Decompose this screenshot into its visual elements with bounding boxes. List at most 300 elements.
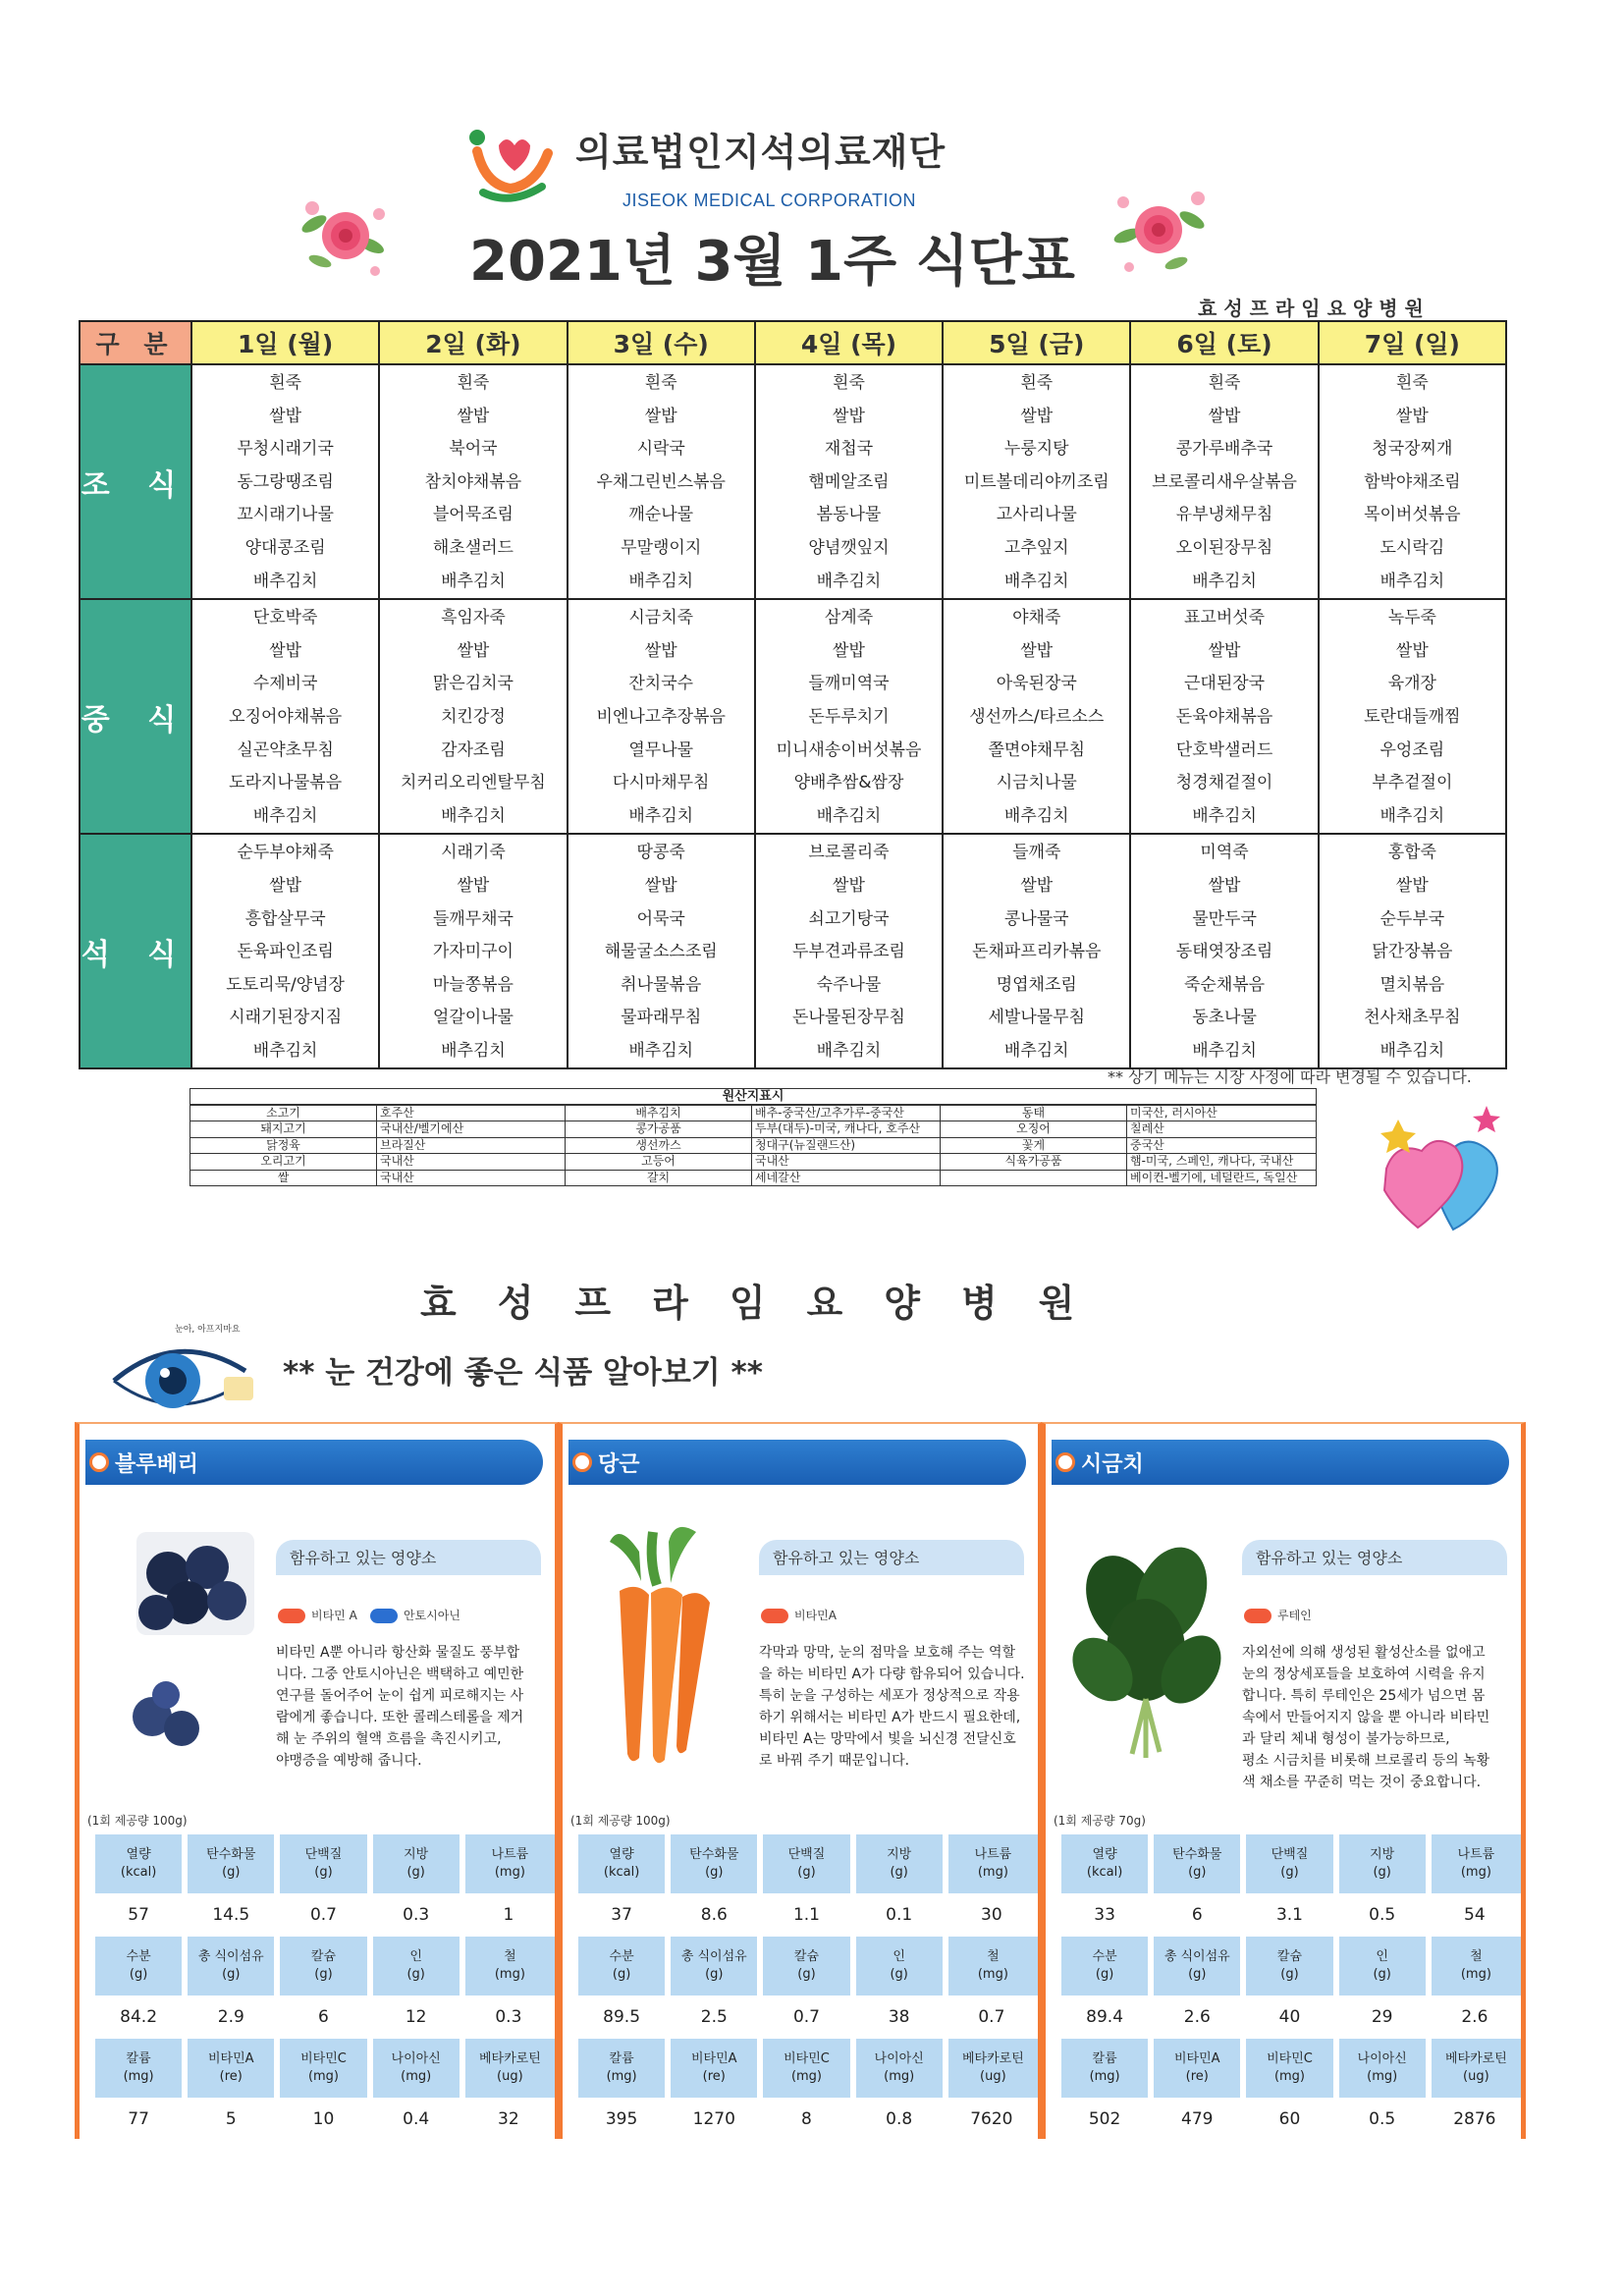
dish-item: 고추잎지 <box>1003 537 1069 558</box>
origin-country: 국내산 <box>752 1154 941 1171</box>
nutrition-header-line: 지방 <box>887 1847 912 1862</box>
nutrition-header-line: 칼슘 <box>310 1949 337 1964</box>
nutrition-header-line: (g) <box>314 1865 333 1880</box>
dish-item: 열무나물 <box>628 739 694 760</box>
nutrition-header-line: 칼슘 <box>1276 1949 1303 1964</box>
dish-item: 돈채파프리카볶음 <box>972 942 1102 962</box>
meal-cell <box>568 834 755 1068</box>
nutrition-value-row <box>575 1995 1038 2039</box>
dish-item: 배추김치 <box>1003 805 1069 826</box>
nutrition-header-line: (mg) <box>606 2069 637 2084</box>
dish-item: 쌀밥 <box>269 640 302 661</box>
meal-cell <box>755 599 943 834</box>
nutrient-box <box>759 1540 1024 1575</box>
nutrition-value: 10 <box>312 2109 335 2129</box>
nutrition-header-line: 베타카로틴 <box>478 2051 541 2066</box>
desc-line: 눈의 정상세포들을 보호하여 시력을 유지 <box>1242 1667 1486 1682</box>
nutrition-value: 0.8 <box>886 2109 913 2129</box>
pill-icon <box>278 1609 305 1623</box>
pill-icon <box>1244 1609 1271 1623</box>
origin-item: 닭정육 <box>190 1137 377 1154</box>
dish-item: 도시락김 <box>1380 537 1445 558</box>
dish-item: 도라지나물볶음 <box>229 773 343 793</box>
nutrition-header-line: (g) <box>1095 1967 1114 1982</box>
dish-item: 양대콩조림 <box>244 537 326 558</box>
nutrition-table <box>89 1834 555 2141</box>
nutrition-value: 6 <box>1191 1905 1203 1925</box>
food-description <box>1242 1642 1509 1793</box>
nutrition-value: 1.1 <box>792 1905 820 1925</box>
dish-item: 배추김치 <box>1003 571 1069 591</box>
nutrition-header <box>1429 2039 1521 2098</box>
nutrition-value-row <box>575 2098 1038 2141</box>
nutrition-header <box>575 2039 668 2098</box>
nutrition-header-line: 베타카로틴 <box>1444 2051 1507 2066</box>
nutrition-header <box>1151 1937 1243 1995</box>
nutrition-header-line: (g) <box>1188 1865 1207 1880</box>
dish-item: 배추김치 <box>441 805 506 826</box>
nutrition-header-line: (mg) <box>401 2069 432 2084</box>
dish-item: 생선까스/타르소스 <box>969 706 1105 727</box>
food-title-bar <box>1052 1440 1509 1485</box>
nutrient-label: 안토시아닌 <box>404 1609 460 1622</box>
dish-item: 가자미구이 <box>432 942 514 962</box>
ring-bullet-icon <box>89 1452 109 1472</box>
nutrition-header-line: (mg) <box>790 2069 822 2084</box>
dish-item: 콩나물국 <box>1003 908 1069 929</box>
dish-item: 취나물볶음 <box>621 974 702 995</box>
nutrition-header <box>462 1834 555 1893</box>
nutrition-header <box>277 1937 369 1995</box>
meal-cell <box>1130 364 1318 599</box>
origin-item: 배추김치 <box>566 1105 752 1121</box>
nutrition-header-line: 열량 <box>609 1847 634 1862</box>
nutrition-value: 6 <box>318 2007 329 2027</box>
nutrition-header-line: (mg) <box>1367 2069 1398 2084</box>
origin-item: 꽃게 <box>941 1137 1127 1154</box>
nutrition-header-line: (g) <box>705 1865 724 1880</box>
day-header: 3일 (수) <box>568 321 755 364</box>
dish-item: 닭간장볶음 <box>1372 942 1453 962</box>
origin-title: 원산지표시 <box>190 1089 1317 1106</box>
nutrition-header <box>185 2039 277 2098</box>
nutrition-value: 0.3 <box>495 2007 522 2027</box>
dish-item: 순두부국 <box>1380 908 1445 929</box>
ring-bullet-icon <box>572 1452 592 1472</box>
food-name: 당근 <box>598 1452 640 1477</box>
dish-item: 쌀밥 <box>833 406 865 426</box>
nutrition-value: 57 <box>128 1905 149 1925</box>
meal-row <box>80 364 1506 599</box>
nutrient-box-title: 함유하고 있는 영양소 <box>773 1549 920 1567</box>
nutrition-header-line: 나이아신 <box>1357 2051 1407 2066</box>
dish-item: 단호박죽 <box>252 608 318 629</box>
nutrition-header-line: 수분 <box>1092 1949 1117 1964</box>
dish-item: 돈나물된장무침 <box>792 1008 905 1028</box>
dish-item: 오이된장무침 <box>1175 537 1273 558</box>
nutrition-header-line: (g) <box>1188 1967 1207 1982</box>
dish-item: 명엽채조림 <box>996 974 1077 995</box>
dish-item: 쌀밥 <box>1208 406 1241 426</box>
nutrition-value: 89.5 <box>603 2007 641 2027</box>
dish-item: 우채그린빈스볶음 <box>596 471 726 492</box>
dish-item: 천사채초무침 <box>1364 1008 1461 1028</box>
dish-item: 햄메알조림 <box>808 471 890 492</box>
pill-icon <box>370 1609 398 1623</box>
food-name: 블루베리 <box>115 1452 199 1477</box>
dish-item: 다시마채무침 <box>612 773 710 793</box>
nutrition-header-line: (g) <box>222 1865 241 1880</box>
dish-item: 배추김치 <box>628 805 694 826</box>
dish-item: 근대된장국 <box>1183 674 1266 694</box>
day-header: 1일 (월) <box>191 321 379 364</box>
dish-item: 쌀밥 <box>1395 640 1429 661</box>
meal-cell <box>1319 364 1506 599</box>
food-description <box>759 1642 1026 1772</box>
dish-item: 쌀밥 <box>1395 875 1429 896</box>
desc-line: 연구를 돌어주어 눈이 쉽게 피로해지는 사 <box>276 1688 524 1704</box>
dish-item: 미니새송이버섯볶음 <box>776 739 922 760</box>
dish-item: 우엉조림 <box>1380 739 1445 760</box>
day-header-row <box>80 321 1506 364</box>
nutrition-header <box>277 2039 369 2098</box>
dish-item: 녹두죽 <box>1387 608 1436 629</box>
nutrition-header <box>370 1834 462 1893</box>
dish-item: 해물굴소스조림 <box>604 942 718 962</box>
nutrition-header <box>1151 1834 1243 1893</box>
hospital-name-large: 효성프라임요양병원 <box>420 1282 1116 1325</box>
dish-item: 아욱된장국 <box>996 674 1077 694</box>
dish-item: 토란대들깨찜 <box>1364 706 1461 727</box>
origin-country: 국내산/벨기에산 <box>377 1121 566 1138</box>
origin-country: 중국산 <box>1127 1137 1317 1154</box>
meal-label: 석 식 <box>80 834 191 1068</box>
origin-country: 칠레산 <box>1127 1121 1317 1138</box>
meal-cell <box>568 599 755 834</box>
nutrition-header-line: 비타민C <box>784 2051 830 2066</box>
desc-line: 비타민 A는 망막에서 빛을 뇌신경 전달신호 <box>759 1731 1016 1747</box>
menu-change-note: ** 상기 메뉴는 시장 사정에 따라 변경될 수 있습니다. <box>1108 1067 1472 1086</box>
dish-item: 동초나물 <box>1192 1008 1257 1028</box>
origin-country: 두부(대두)-미국, 캐나다, 호주산 <box>752 1121 941 1138</box>
dish-item: 감자조림 <box>441 739 506 760</box>
nutrition-value: 0.3 <box>403 1905 430 1925</box>
origin-country: 배추-중국산/고추가루-중국산 <box>752 1105 941 1121</box>
nutrition-value: 502 <box>1088 2109 1121 2129</box>
dish-item: 숙주나물 <box>816 974 882 995</box>
origin-item <box>941 1170 1127 1186</box>
dish-item: 배추김치 <box>1380 1040 1445 1061</box>
nutrition-header-line: 철 <box>504 1949 516 1964</box>
nutrition-header-line: (mg) <box>1460 1967 1491 1982</box>
food-name: 시금치 <box>1081 1452 1144 1477</box>
nutrition-header <box>462 1937 555 1995</box>
nutrition-header-line: (kcal) <box>603 1865 640 1880</box>
desc-line: 평소 시금치를 비롯해 브로콜리 등의 녹황 <box>1242 1753 1490 1769</box>
desc-line: 야맹증을 예방해 줍니다. <box>276 1753 422 1769</box>
meal-cell <box>379 834 567 1068</box>
dish-item: 도토리묵/양념장 <box>226 974 345 995</box>
nutrition-header-line: 탄수화물 <box>1172 1847 1222 1862</box>
dish-item: 맑은김치국 <box>432 674 514 694</box>
nutrition-value-row <box>92 1995 555 2039</box>
dish-item: 배추김치 <box>441 571 506 591</box>
nutrition-header-row <box>1058 1834 1521 1893</box>
dish-item: 쫄면야채무침 <box>988 739 1086 760</box>
origin-item: 갈치 <box>566 1170 752 1186</box>
serving-size: (1회 제공량 100g) <box>570 1814 671 1828</box>
nutrition-value: 12 <box>405 2007 427 2027</box>
nutrition-header <box>575 1834 668 1893</box>
dish-item: 시금치죽 <box>628 608 694 629</box>
meal-cell <box>1130 834 1318 1068</box>
nutrition-value: 33 <box>1094 1905 1115 1925</box>
dish-item: 배추김치 <box>252 571 318 591</box>
meal-cell <box>755 364 943 599</box>
nutrition-header-line: (g) <box>1280 1865 1299 1880</box>
dish-item: 돈육파인조림 <box>237 942 334 962</box>
meal-cell <box>943 599 1130 834</box>
food-description <box>276 1642 543 1772</box>
dish-item: 삼계죽 <box>824 608 874 629</box>
dish-item: 쌀밥 <box>1208 640 1241 661</box>
nutrition-header-line: (g) <box>1373 1967 1391 1982</box>
dish-item: 오징어야채볶음 <box>229 706 343 727</box>
origin-row <box>190 1170 1317 1186</box>
dish-item: 죽순채볶음 <box>1183 974 1266 995</box>
food-panel-carrot <box>558 1422 1043 2139</box>
meal-cell <box>1319 834 1506 1068</box>
dish-item: 쇠고기탕국 <box>808 908 890 929</box>
nutrition-value: 32 <box>498 2109 519 2129</box>
nutrition-header <box>760 2039 852 2098</box>
dish-item: 목이버섯볶음 <box>1364 505 1461 525</box>
nutrition-header-line: (g) <box>1280 1967 1299 1982</box>
rose-flower-icon <box>1108 181 1212 279</box>
nutrition-header <box>92 1937 185 1995</box>
dish-item: 무말랭이지 <box>621 537 702 558</box>
nutrition-header-row <box>92 1937 555 1995</box>
nutrition-header <box>946 1937 1038 1995</box>
nutrition-header-line: (g) <box>406 1967 425 1982</box>
dish-item: 쌀밥 <box>1020 875 1054 896</box>
nutrition-value: 7620 <box>970 2109 1013 2129</box>
nutrition-header-line: (g) <box>705 1967 724 1982</box>
carrot-icon <box>580 1522 747 1768</box>
dish-item: 표고버섯죽 <box>1183 608 1266 629</box>
nutrition-header <box>1336 1937 1429 1995</box>
dish-item: 배추김치 <box>252 805 318 826</box>
org-name-ko: 의료법인지석의료재단 <box>575 131 947 174</box>
dish-item: 쌀밥 <box>1395 406 1429 426</box>
desc-line: 색 채소를 꾸준히 먹는 것이 중요합니다. <box>1242 1775 1482 1790</box>
dish-item: 멸치볶음 <box>1380 974 1445 995</box>
origin-country: 햄-미국, 스페인, 캐나다, 국내산 <box>1127 1154 1317 1171</box>
dish-item: 미역죽 <box>1200 843 1249 863</box>
nutrition-header <box>92 2039 185 2098</box>
nutrition-value: 84.2 <box>120 2007 158 2027</box>
nutrition-header-line: 비타민A <box>690 2051 737 2066</box>
nutrition-value: 5 <box>225 2109 237 2129</box>
nutrition-header-line: 철 <box>1470 1949 1483 1964</box>
nutrient-box <box>1242 1540 1507 1575</box>
nutrition-value: 0.4 <box>403 2109 430 2129</box>
meal-cell <box>191 834 379 1068</box>
origin-item: 오리고기 <box>190 1154 377 1171</box>
nutrition-header-line: (mg) <box>1273 2069 1305 2084</box>
dish-item: 흰죽 <box>1020 373 1054 393</box>
origin-country: 브라질산 <box>377 1137 566 1154</box>
dish-item: 배추김치 <box>1192 1040 1257 1061</box>
nutrition-header <box>1336 1834 1429 1893</box>
nutrition-value: 77 <box>128 2109 149 2129</box>
nutrition-header <box>1429 1937 1521 1995</box>
origin-country: 국내산 <box>377 1154 566 1171</box>
nutrition-header-line: 총 식이섬유 <box>680 1949 747 1964</box>
dish-item: 육개장 <box>1387 674 1436 694</box>
origin-item: 생선까스 <box>566 1137 752 1154</box>
day-header: 5일 (금) <box>943 321 1130 364</box>
dish-item: 흑임자죽 <box>441 608 506 629</box>
meal-cell <box>755 834 943 1068</box>
dish-item: 땅콩죽 <box>636 843 685 863</box>
dish-item: 흰죽 <box>1395 373 1429 393</box>
food-panel-blueberry <box>75 1422 560 2139</box>
dish-item: 쌀밥 <box>644 406 677 426</box>
dish-item: 꼬시래기나물 <box>237 505 334 525</box>
nutrition-header-line: (kcal) <box>120 1865 157 1880</box>
desc-line: 을 하는 비타민 A가 다량 함유되어 있습니다. <box>759 1667 1025 1682</box>
rose-flower-icon <box>291 185 395 283</box>
nutrient-box-title: 함유하고 있는 영양소 <box>290 1549 437 1567</box>
nutrition-value: 2.6 <box>1183 2007 1211 2027</box>
nutrition-header-line: (g) <box>612 1967 631 1982</box>
nutrition-value-row <box>1058 1995 1521 2039</box>
nutrition-header-line: (kcal) <box>1086 1865 1123 1880</box>
nutrition-value: 40 <box>1278 2007 1301 2027</box>
nutrition-header-line: 인 <box>1376 1949 1388 1964</box>
menu-title: 2021년 3월 1주 식단표 <box>469 230 1075 294</box>
dish-item: 미트볼데리야끼조림 <box>963 471 1109 492</box>
dish-item: 콩가루배추국 <box>1175 439 1273 460</box>
nutrition-header <box>1151 2039 1243 2098</box>
origin-item: 소고기 <box>190 1105 377 1121</box>
dish-item: 치킨강정 <box>441 706 506 727</box>
nutrition-value: 37 <box>611 1905 632 1925</box>
desc-line: 니다. 그중 안토시아닌은 백택하고 예민한 <box>276 1667 524 1682</box>
dish-item: 쌀밥 <box>644 875 677 896</box>
dish-item: 배추김치 <box>441 1040 506 1061</box>
origin-item: 돼지고기 <box>190 1121 377 1138</box>
origin-item: 식육가공품 <box>941 1154 1127 1171</box>
nutrition-value: 0.7 <box>792 2007 820 2027</box>
nutrition-value-row <box>1058 1893 1521 1937</box>
nutrition-header <box>853 1937 946 1995</box>
dish-item: 재첩국 <box>824 439 874 460</box>
nutrition-header <box>1336 2039 1429 2098</box>
meal-cell <box>191 364 379 599</box>
dish-item: 브로콜리죽 <box>808 843 890 863</box>
origin-country: 세네갈산 <box>752 1170 941 1186</box>
nutrition-value: 89.4 <box>1086 2007 1124 2027</box>
nutrition-header <box>370 1937 462 1995</box>
desc-line: 람에게 좋습니다. 또한 콜레스테롤을 제거 <box>276 1710 524 1725</box>
nutrition-header-line: (mg) <box>1460 1865 1491 1880</box>
nutrition-header-line: 비타민C <box>1267 2051 1313 2066</box>
origin-item: 콩가공품 <box>566 1121 752 1138</box>
nutrition-header <box>370 2039 462 2098</box>
dish-item: 배추김치 <box>628 1040 694 1061</box>
nutrition-header <box>185 1834 277 1893</box>
dish-item: 배추김치 <box>1192 571 1257 591</box>
nutrition-value: 0.7 <box>309 1905 337 1925</box>
nutrition-value: 1 <box>503 1905 514 1925</box>
meal-cell <box>191 599 379 834</box>
dish-item: 배추김치 <box>1192 805 1257 826</box>
nutrition-value: 60 <box>1278 2109 1301 2129</box>
spinach-icon <box>1063 1522 1230 1768</box>
dish-item: 흰죽 <box>269 373 302 393</box>
nutrition-header-line: 지방 <box>1370 1847 1395 1862</box>
day-header: 6일 (토) <box>1130 321 1318 364</box>
hospital-name: 효성프라임요양병원 <box>1198 297 1431 320</box>
nutrition-header <box>1058 2039 1151 2098</box>
nutrition-value-row <box>575 1893 1038 1937</box>
dish-item: 무청시래기국 <box>237 439 334 460</box>
dish-item: 쌀밥 <box>457 406 490 426</box>
nutrition-header-row <box>575 1834 1038 1893</box>
dish-item: 고사리나물 <box>996 505 1077 525</box>
dish-item: 들깨무채국 <box>432 908 514 929</box>
nutrition-table <box>1055 1834 1521 2141</box>
org-name-en: JISEOK MEDICAL CORPORATION <box>622 191 917 210</box>
nutrition-header-line: (g) <box>890 1967 908 1982</box>
dish-item: 돈두루치기 <box>808 706 890 727</box>
desc-line: 합니다. 특히 루테인은 25세가 넘으면 몸 <box>1242 1688 1486 1704</box>
hearts-icon <box>1371 1098 1510 1235</box>
nutrition-header-line: 수분 <box>126 1949 151 1964</box>
nutrition-header-line: 비타민A <box>1173 2051 1220 2066</box>
dish-item: 쌀밥 <box>833 875 865 896</box>
nutrition-header-line: (g) <box>1373 1865 1391 1880</box>
dish-item: 봄동나물 <box>816 505 882 525</box>
dish-item: 누룽지탕 <box>1003 439 1069 460</box>
nutrition-value: 0.7 <box>978 2007 1005 2027</box>
nutrition-value: 30 <box>981 1905 1002 1925</box>
nutrition-value: 2.5 <box>700 2007 728 2027</box>
nutrition-header-line: (mg) <box>494 1865 525 1880</box>
origin-row <box>190 1137 1317 1154</box>
day-header: 7일 (일) <box>1319 321 1506 364</box>
nutrition-header-row <box>1058 1937 1521 1995</box>
meal-cell <box>1319 599 1506 834</box>
nutrition-header <box>668 1834 760 1893</box>
nutrition-header-line: 단백질 <box>304 1847 343 1862</box>
nutrition-header-line: 탄수화물 <box>689 1847 739 1862</box>
dish-item: 시금치나물 <box>996 773 1077 793</box>
dish-item: 흰죽 <box>457 373 490 393</box>
nutrition-header <box>1058 1937 1151 1995</box>
nutrition-value: 479 <box>1181 2109 1214 2129</box>
dish-item: 배추김치 <box>628 571 694 591</box>
nutrition-header-line: 나트륨 <box>491 1847 529 1862</box>
origin-row <box>190 1154 1317 1171</box>
nutrition-header <box>92 1834 185 1893</box>
nutrition-header <box>575 1937 668 1995</box>
ring-bullet-icon <box>1055 1452 1075 1472</box>
nutrition-value: 38 <box>888 2007 910 2027</box>
dish-item: 배추김치 <box>1003 1040 1069 1061</box>
